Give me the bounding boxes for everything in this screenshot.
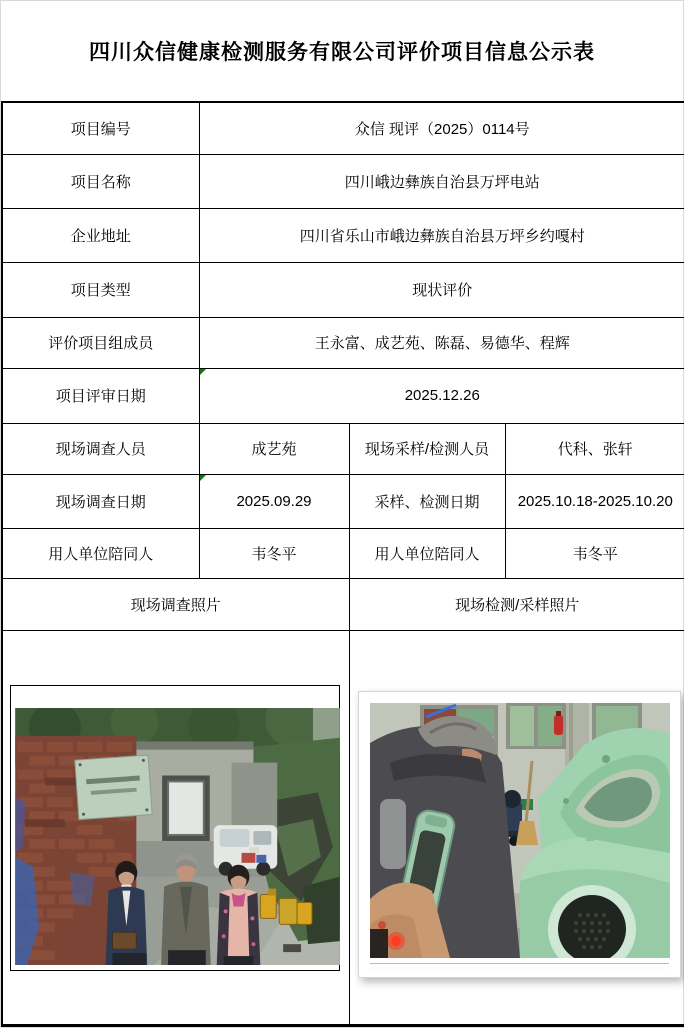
row-value (199, 474, 349, 528)
project-info-table (1, 101, 684, 1027)
row-label: 评价项目组成员 (2, 317, 199, 368)
row-value: 四川峨边彝族自治县万坪电站 (199, 154, 684, 208)
row-label: 用人单位陪同人 (2, 528, 199, 578)
table-row (2, 208, 684, 262)
table-row (2, 154, 684, 208)
cell-error-marker (200, 475, 207, 482)
table-row (2, 474, 684, 528)
table-row (2, 262, 684, 317)
row-value: 成艺苑 (199, 423, 349, 474)
row-label: 现场调查人员 (2, 423, 199, 474)
row-value: 代科、张轩 (505, 423, 684, 474)
sampling-photo-cell (349, 630, 684, 1025)
row-label: 用人单位陪同人 (349, 528, 505, 578)
row-label: 现场采样/检测人员 (349, 423, 505, 474)
survey-photo-cell (2, 630, 349, 1025)
photo-mat-edge (370, 963, 669, 973)
photo-header-right: 现场检测/采样照片 (349, 578, 684, 630)
table-row (2, 528, 684, 578)
site-survey-photo (15, 708, 340, 965)
row-value: 众信 现评（2025）0114号 (199, 102, 684, 154)
row-label: 企业地址 (2, 208, 199, 262)
row-value: 2025.10.18-2025.10.20 (505, 474, 684, 528)
survey-photo-frame (10, 685, 340, 971)
table-row (2, 102, 684, 154)
photo-header-left: 现场调查照片 (2, 578, 349, 630)
sampling-detection-photo (370, 703, 670, 958)
row-value (199, 368, 684, 423)
sampling-photo-frame (358, 691, 681, 978)
table-row (2, 317, 684, 368)
cell-error-marker (200, 369, 207, 376)
table-row (2, 578, 684, 630)
row-label: 现场调查日期 (2, 474, 199, 528)
row-label: 采样、检测日期 (349, 474, 505, 528)
table-row (2, 423, 684, 474)
row-value-text: 2025.09.29 (236, 492, 312, 510)
photos-row (2, 630, 684, 1025)
row-value: 韦冬平 (199, 528, 349, 578)
row-label: 项目类型 (2, 262, 199, 317)
row-value: 王永富、成艺苑、陈磊、易德华、程辉 (199, 317, 684, 368)
row-label: 项目评审日期 (2, 368, 199, 423)
row-value: 现状评价 (199, 262, 684, 317)
row-label: 项目编号 (2, 102, 199, 154)
row-value: 四川省乐山市峨边彝族自治县万坪乡约嘎村 (199, 208, 684, 262)
row-value: 韦冬平 (505, 528, 684, 578)
row-value-text: 2025.12.26 (404, 387, 480, 404)
page-title: 四川众信健康检测服务有限公司评价项目信息公示表 (89, 41, 595, 64)
row-label: 项目名称 (2, 154, 199, 208)
table-row (2, 368, 684, 423)
